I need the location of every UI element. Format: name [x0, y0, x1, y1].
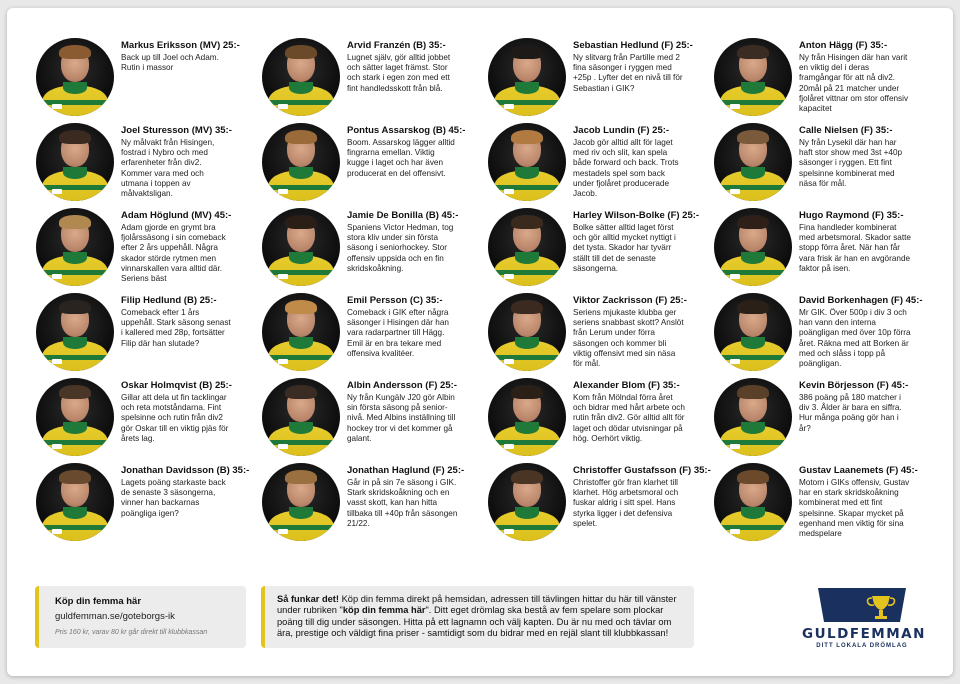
- player-description: Seriens mjukaste klubba ger seriens snabbast skott? Anslöt från Lerum under förra säsongen och kommer bli viktig offensivt med sin näsa för mål.: [573, 308, 684, 369]
- player-card: [685, 378, 910, 462]
- player-name: Anton Hägg (F) 35:-: [799, 40, 888, 51]
- player-photo: [262, 208, 340, 286]
- player-photo: [262, 463, 340, 541]
- player-card: [685, 208, 910, 292]
- player-photo: [262, 38, 340, 116]
- player-photo: [36, 463, 114, 541]
- player-description: Jacob gör alltid allt för laget med riv och slit, kan spela både forward och back. Trots mestadels spel som back under fjolåret producerade Jacob.: [573, 138, 679, 199]
- player-card: [459, 38, 693, 122]
- player-photo: [714, 123, 792, 201]
- player-card: [685, 293, 923, 377]
- player-photo: [36, 378, 114, 456]
- player-card: [459, 463, 711, 547]
- player-card: [459, 123, 684, 207]
- player-card: [233, 123, 466, 207]
- buy-card: [35, 586, 246, 648]
- player-photo: [488, 463, 566, 541]
- player-description: Ny från Kungälv J20 gör Albin sin första säsong på senior-nivå. Med Albins inställning till hockey tror vi det kommer gå galant.: [347, 393, 456, 443]
- player-photo: [488, 38, 566, 116]
- how-it-works-card: [261, 586, 694, 648]
- player-description: Spaniens Victor Hedman, tog stora kliv under sin första säsong i seniorhockey. Stor offensiv uppsida och en fin skridskoåkning.: [347, 223, 454, 273]
- player-card: [7, 463, 250, 547]
- player-name: Calle Nielsen (F) 35:-: [799, 125, 893, 136]
- player-name: Adam Höglund (MV) 45:-: [121, 210, 232, 221]
- player-photo: [488, 123, 566, 201]
- player-description: Fina handleder kombinerat med arbetsmoral. Skador satte stopp förra året. När han får vara frisk är han en avgörande faktor på isen.: [799, 223, 911, 273]
- player-photo: [714, 463, 792, 541]
- player-photo: [262, 293, 340, 371]
- player-name: Oskar Holmqvist (B) 25:-: [121, 380, 232, 391]
- player-card: [459, 378, 684, 462]
- accent-bar: [35, 586, 39, 648]
- player-description: 386 poäng på 180 matcher i div 3. Ålder är bara en siffra. Hur många poäng gör han i år?: [799, 393, 902, 433]
- player-card: [7, 38, 240, 122]
- player-photo: [36, 293, 114, 371]
- player-card: [685, 38, 910, 122]
- how-lead: Så funkar det!: [277, 594, 339, 604]
- player-name: Kevin Börjesson (F) 45:-: [799, 380, 909, 391]
- player-card: [7, 208, 232, 292]
- player-photo: [36, 208, 114, 286]
- player-name: Gustav Laanemets (F) 45:-: [799, 465, 918, 476]
- player-name: David Borkenhagen (F) 45:-: [799, 295, 923, 306]
- player-card: [233, 378, 458, 462]
- player-card: [459, 208, 700, 292]
- player-description: Gillar att dela ut fin tacklingar och reta motståndarna. Fint spelsinne och rutin från div2 gör Oskar till en viktig pjäs för årets lag.: [121, 393, 229, 443]
- player-photo: [488, 208, 566, 286]
- player-card: [7, 293, 232, 377]
- player-name: Jonathan Davidsson (B) 35:-: [121, 465, 250, 476]
- player-card: [233, 208, 458, 292]
- player-photo: [488, 378, 566, 456]
- brand-name: GULDFEMMAN: [802, 626, 926, 642]
- buy-title: Köp din femma här: [55, 596, 142, 607]
- player-description: Boom. Assarskog lägger alltid fingrarna emellan. Viktig kugge i laget och har även producerat en del offensivt.: [347, 138, 455, 178]
- player-photo: [714, 293, 792, 371]
- player-photo: [714, 208, 792, 286]
- how-highlight: köp din femma här: [342, 605, 426, 616]
- player-photo: [262, 378, 340, 456]
- player-photo: [262, 123, 340, 201]
- player-name: Sebastian Hedlund (F) 25:-: [573, 40, 693, 51]
- player-name: Jamie De Bonilla (B) 45:-: [347, 210, 459, 221]
- player-description: Motorn i GIKs offensiv, Gustav har en stark skridskoåkning kombinerat med ett fint spelsinne. Skapar mycket på egenhand men viktig för sina medspelare: [799, 478, 910, 539]
- player-photo: [36, 123, 114, 201]
- player-card: [685, 123, 910, 207]
- player-photo: [714, 378, 792, 456]
- player-name: Emil Persson (C) 35:-: [347, 295, 443, 306]
- player-description: Ny från Lysekil där han har haft stor show med 3st +40p säsonger i ryggen. Ett fint spelsinne kombinerat med näsa för mål.: [799, 138, 903, 188]
- how-it-works-text: [277, 594, 685, 640]
- player-description: Mr GIK. Över 500p i div 3 och han vann den interna poängligan med över 10p förra året. Räkna med att Borken är med och slåss i topp på poängligan.: [799, 308, 911, 369]
- player-description: Adam gjorde en grymt bra fjolårssäsong i sin comeback efter 2 års uppehåll. Några skador störde rytmen men vinnarskallen vara alltid där. Seriens bäst: [121, 223, 226, 284]
- player-name: Christoffer Gustafsson (F) 35:-: [573, 465, 711, 476]
- player-name: Jacob Lundin (F) 25:-: [573, 125, 670, 136]
- player-name: Harley Wilson-Bolke (F) 25:-: [573, 210, 700, 221]
- player-description: Comeback i GIK efter några säsonger i Hisingen där han vara radarpartner till Hägg. Emil är en bra tekare med offensiva kvalitéer.: [347, 308, 449, 358]
- player-card: [233, 463, 465, 547]
- how-text-a: Köp din femma direkt på hemsidan, adressen till tävlingen hittar du här till vänster under rubriken ": [277, 594, 677, 616]
- player-name: Jonathan Haglund (F) 25:-: [347, 465, 465, 476]
- price-note: Pris 160 kr, varav 80 kr går direkt till klubbkassan: [55, 629, 208, 636]
- player-description: Back up till Joel och Adam. Rutin i massor: [121, 53, 219, 73]
- player-name: Markus Eriksson (MV) 25:-: [121, 40, 240, 51]
- guldfemman-logo: [802, 586, 926, 656]
- player-photo: [488, 293, 566, 371]
- player-name: Arvid Franzén (B) 35:-: [347, 40, 446, 51]
- roster-sheet: [7, 8, 953, 676]
- player-description: Kom från Mölndal förra året och bidrar med hårt arbete och rutin från div2. Gör alltid allt för laget och dödar utvisningar på hög. Oerhört viktig.: [573, 393, 685, 443]
- player-description: Ny slitvarg från Partille med 2 fina säsonger i ryggen med +25p . Lyfter det en nivå till för Sebastian i GIK?: [573, 53, 683, 93]
- player-description: Ny målvakt från Hisingen, fostrad i Nybro och med erfarenheter från div2. Kommer vara med och utmana i toppen av målvaktsligan.: [121, 138, 215, 199]
- player-description: Comeback efter 1 års uppehåll. Stark säsong senast i kallered med 28p, fortsätter Filip där han slutade?: [121, 308, 231, 348]
- player-card: [459, 293, 687, 377]
- player-name: Viktor Zackrisson (F) 25:-: [573, 295, 687, 306]
- brand-tagline: DITT LOKALA DRÖMLAG: [816, 643, 908, 649]
- player-card: [685, 463, 918, 547]
- player-description: Christoffer gör fran klarhet till klarhet. Hög arbetsmoral och fuskar aldrig i sitt spel. Hans styrka ligger i det defensiva spelet.: [573, 478, 679, 528]
- buy-url-link[interactable]: guldfemman.se/goteborgs-ik: [55, 611, 175, 622]
- player-name: Albin Andersson (F) 25:-: [347, 380, 457, 391]
- player-name: Filip Hedlund (B) 25:-: [121, 295, 217, 306]
- player-description: Lugnet själv, gör alltid jobbet och sätter laget främst. Stor och stark i egen zon med ett fint handledsskott från blå.: [347, 53, 451, 93]
- how-text-b: ". Ditt eget drömlag ska bestå av fem spelare som plockar poäng till dig under säsongen. Hitta på ett lagnamn och välj kapten. Du är nu med och tävlar om ära, prestige och väldigt fina priser - samtidigt som du bidrar med en rejäl slant till klubbkassan!: [277, 605, 672, 639]
- player-name: Pontus Assarskog (B) 45:-: [347, 125, 466, 136]
- player-card: [233, 293, 458, 377]
- player-card: [233, 38, 458, 122]
- player-name: Joel Sturesson (MV) 35:-: [121, 125, 232, 136]
- trophy-flag-icon: [816, 586, 908, 624]
- player-grid: [7, 8, 953, 568]
- accent-bar: [261, 586, 265, 648]
- player-card: [7, 378, 232, 462]
- player-description: Lagets poäng starkaste back de senaste 3 säsongerna, vinner han backarnas poängliga igen?: [121, 478, 226, 518]
- player-photo: [36, 38, 114, 116]
- player-name: Hugo Raymond (F) 35:-: [799, 210, 904, 221]
- player-description: Bolke sätter alltid laget först och gör alltid mycket nyttigt i det tysta. Skador har tyvärr ställt till det de senaste säsongerna.: [573, 223, 676, 273]
- player-description: Går in på sin 7e säsong i GIK. Stark skridskoåkning och en vasst skott, kan han hitta tillbaka till +40p från säsongen 21/22.: [347, 478, 458, 528]
- player-name: Alexander Blom (F) 35:-: [573, 380, 680, 391]
- player-photo: [714, 38, 792, 116]
- player-card: [7, 123, 232, 207]
- player-description: Ny från Hisingen där han varit en viktig del i deras framgångar för att nå div2. 20mål på 21 matcher under fjolåret vittnar om stor offensiv kapacitet: [799, 53, 909, 114]
